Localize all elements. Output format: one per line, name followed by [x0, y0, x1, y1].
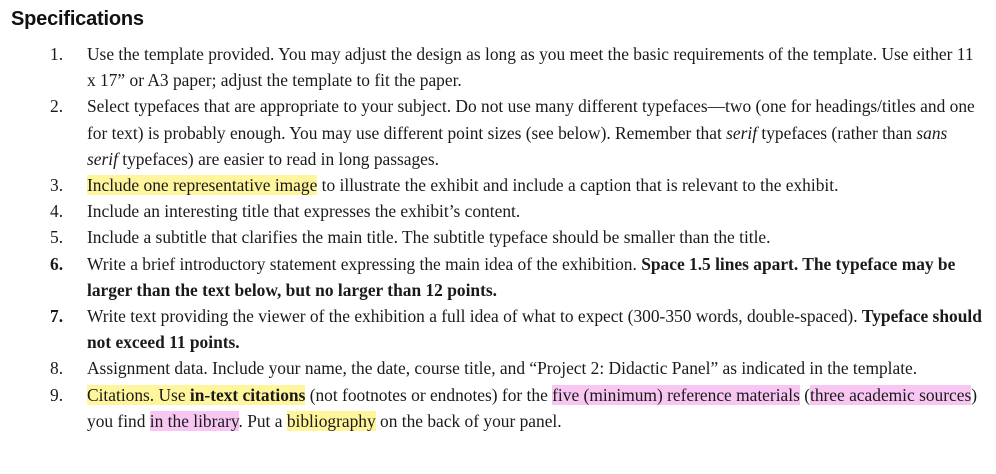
highlight-pink: three academic sources [809, 384, 972, 405]
item-number: 4. [50, 201, 64, 222]
list-item [0, 251, 996, 303]
item-number: 7. [50, 306, 64, 327]
highlight-yellow: Citations. Use [87, 384, 190, 405]
item-text: ( [799, 384, 810, 405]
item-number: 8. [50, 358, 64, 379]
item-number: 1. [50, 44, 64, 64]
list-item [0, 382, 996, 434]
list-item [0, 224, 996, 250]
bold-requirement: Space 1.5 lines apart. The typeface may be larger than the text below, but no larger than 12 points. [87, 253, 956, 300]
item-text: Write text providing the viewer of the exhibition a full idea of what to expect (300-350 words, double-spaced). [87, 306, 862, 327]
emphasis-serif: serif [726, 122, 758, 143]
item-text: Use the template provided. You may adjust the design as long as you meet the basic requirements of the template. Use either 11 x 17” or A3 paper; adjust the template to fit the paper. [87, 44, 974, 91]
highlight-pink: in the library [149, 410, 239, 431]
item-text: Include an interesting title that expresses the exhibit’s content. [87, 201, 521, 222]
item-text: . Put a [238, 410, 287, 431]
item-number: 9. [50, 384, 64, 405]
list-item [0, 93, 996, 172]
highlight-yellow: bibliography [286, 410, 376, 431]
highlight-pink: five (minimum) reference materials [552, 384, 800, 405]
list-item [0, 198, 996, 224]
item-text: Select typefaces that are appropriate to your subject. Do not use many different typefaces—two (one for headings/titles and one for text) is probably enough. You may use different point sizes (see below). Remember that [87, 96, 975, 143]
bold-requirement: Typeface should not exceed 11 points. [87, 306, 982, 353]
item-text: typefaces (rather than [757, 122, 917, 143]
list-item [0, 172, 996, 198]
emphasis-sans-serif: sans serif [87, 122, 948, 169]
item-text: to illustrate the exhibit and include a caption that is relevant to the exhibit. [317, 175, 839, 196]
item-number: 3. [50, 175, 64, 196]
item-text: Include a subtitle that clarifies the main title. The subtitle typeface should be smaller than the title. [87, 227, 771, 248]
list-item [0, 355, 996, 381]
item-text: ) you find [87, 384, 978, 431]
highlight-yellow: Include one representative image [87, 175, 318, 196]
item-number: 2. [50, 96, 64, 117]
list-item [0, 41, 996, 93]
item-text: (not footnotes or endnotes) for the [305, 384, 553, 405]
item-text: Assignment data. Include your name, the date, course title, and “Project 2: Didactic Panel” as indicated in the template. [87, 358, 918, 379]
page-title: Specifications [11, 8, 144, 30]
item-number: 5. [50, 227, 64, 248]
highlight-yellow-bold: in-text citations [189, 384, 306, 405]
item-text: typefaces) are easier to read in long passages. [117, 148, 440, 169]
item-number: 6. [50, 253, 64, 274]
list-item [0, 303, 996, 355]
item-text: on the back of your panel. [375, 410, 562, 431]
item-text: Write a brief introductory statement expressing the main idea of the exhibition. [87, 253, 642, 274]
specifications-list [0, 41, 996, 434]
